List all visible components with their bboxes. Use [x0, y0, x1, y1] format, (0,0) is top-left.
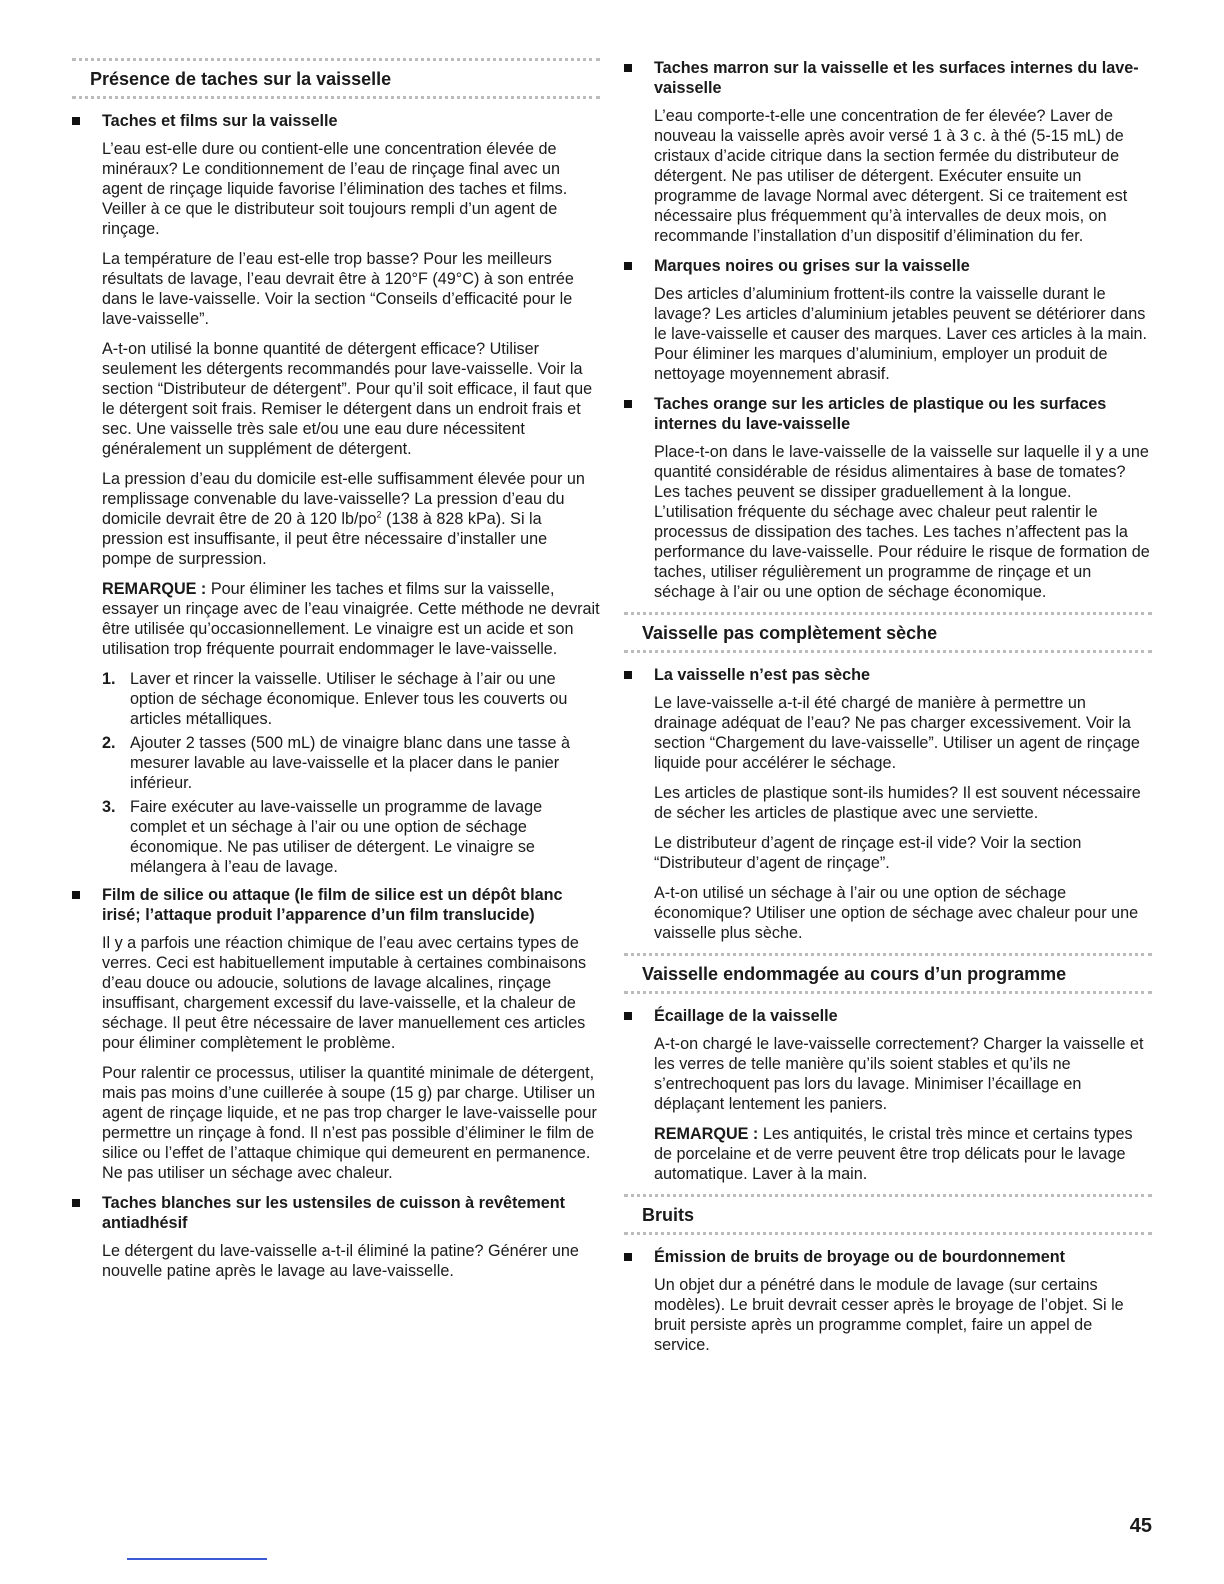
left-column: [72, 58, 600, 1291]
item-heading: Film de silice ou attaque (le film de silice est un dépôt blanc irisé; l’attaque produit l’apparence d’un film translucide): [102, 886, 563, 924]
section-title-spots: Présence de taches sur la vaisselle: [72, 58, 600, 99]
list-item: [624, 1247, 1152, 1355]
section-title-not-dry: Vaisselle pas complètement sèche: [624, 612, 1152, 653]
bullet-square-icon: [624, 1012, 632, 1020]
paragraph: A-t-on utilisé un séchage à l’air ou une option de séchage économique? Utiliser une option de séchage avec chaleur pour une vaisselle plus sèche.: [654, 884, 1139, 942]
note-label: REMARQUE :: [654, 1125, 759, 1143]
list-item: [624, 394, 1152, 602]
item-heading: La vaisselle n’est pas sèche: [654, 666, 870, 684]
footer-rule: [127, 1558, 267, 1560]
paragraph: Des articles d’aluminium frottent-ils contre la vaisselle durant le lavage? Les articles d’aluminium jetables peuvent se détériorer dans le lave-vaisselle et causer des marques. Laver ces articles à la main. Pour éliminer les marques d’aluminium, employer un produit de nettoyage moyennement abrasif.: [654, 285, 1148, 383]
note-paragraph: [102, 579, 600, 659]
step-text: Laver et rincer la vaisselle. Utiliser le séchage à l’air ou une option de séchage économique. Enlever tous les couverts ou articles métalliques.: [130, 670, 568, 728]
superscript: 2: [376, 509, 382, 520]
note-paragraph: [654, 1124, 1152, 1184]
paragraph: Place-t-on dans le lave-vaisselle de la vaisselle sur laquelle il y a une quantité considérable de résidus alimentaires à base de tomates? Les taches peuvent se dissiper graduellement à la longue. L’utilisation fréquente du séchage avec chaleur peut ralentir le processus de dissipation des taches. Les taches n’affectent pas la performance du lave-vaisselle. Pour réduire le risque de formation de taches, utiliser régulièrement un programme de rinçage et un séchage à l’air ou une option de séchage économique.: [654, 443, 1150, 601]
paragraph-text: La pression d’eau du domicile est-elle suffisamment élevée pour un remplissage convenable du lave-vaisselle? La pression d’eau du domicile devrait être de 20 à 120 lb/po: [102, 470, 585, 528]
bullet-square-icon: [624, 64, 632, 72]
item-heading: Émission de bruits de broyage ou de bourdonnement: [654, 1248, 1066, 1266]
bullet-square-icon: [624, 1253, 632, 1261]
list-item: [72, 885, 600, 1183]
paragraph: A-t-on utilisé la bonne quantité de détergent efficace? Utiliser seulement les détergents recommandés pour lave-vaisselle. Voir la section “Distributeur de détergent”. Pour qu’il soit efficace, il faut que le détergent soit frais. Remiser le détergent dans un endroit frais et sec. Une vaisselle très sale et/ou une eau dure nécessitent généralement un supplément de détergent.: [102, 340, 593, 458]
paragraph: A-t-on chargé le lave-vaisselle correctement? Charger la vaisselle et les verres de telle manière qu’ils soient stables et qu’ils ne s’entrechoquent pas lors du lavage. Minimiser l’écaillage en déplaçant lentement les paniers.: [654, 1035, 1144, 1113]
paragraph: [102, 469, 600, 569]
list-item: [72, 111, 600, 877]
paragraph: Il y a parfois une réaction chimique de l’eau avec certains types de verres. Ceci est habituellement imputable à certaines combinaisons d’eau douce ou adoucie, solutions de lavage alcalines, rinçage insuffisant, chargement excessif du lave-vaisselle, et la chaleur de séchage. Il peut être nécessaire de laver manuellement ces articles pour éliminer complètement le problème.: [102, 934, 587, 1052]
bullet-square-icon: [72, 891, 80, 899]
step-item: [102, 733, 600, 793]
list-item: [624, 1006, 1152, 1184]
step-item: [102, 669, 600, 729]
paragraph: Le lave-vaisselle a-t-il été chargé de manière à permettre un drainage adéquat de l’eau? Ne pas charger excessivement. Voir la section “Chargement du lave-vaisselle”. Utiliser un agent de rinçage liquide pour accélérer le séchage.: [654, 694, 1140, 772]
paragraph: Un objet dur a pénétré dans le module de lavage (sur certains modèles). Le bruit devrait cesser après le broyage de l’objet. Si le bruit persiste après un programme complet, faire un appel de service.: [654, 1276, 1124, 1354]
step-number: 2.: [102, 734, 116, 752]
item-heading: Taches et films sur la vaisselle: [102, 112, 338, 130]
item-heading: Taches marron sur la vaisselle et les surfaces internes du lave-vaisselle: [654, 59, 1139, 97]
paragraph: L’eau comporte-t-elle une concentration de fer élevée? Laver de nouveau la vaisselle après avoir versé 1 à 3 c. à thé (5-15 mL) de cristaux d’acide citrique dans la section fermée du distributeur de détergent. Ne pas utiliser de détergent. Exécuter ensuite un programme de lavage Normal avec détergent. Si ce traitement est nécessaire plus fréquemment qu’à intervalles de deux mois, on recommande l’installation d’un dispositif d’élimination du fer.: [654, 107, 1128, 245]
paragraph: L’eau est-elle dure ou contient-elle une concentration élevée de minéraux? Le conditionnement de l’eau de rinçage final avec un agent de rinçage liquide favorise l’élimination des taches et films. Veiller à ce que le distributeur soit toujours rempli d’un agent de rinçage.: [102, 140, 568, 238]
item-heading: Marques noires ou grises sur la vaisselle: [654, 257, 970, 275]
note-text: Les antiquités, le cristal très mince et certains types de porcelaine et de verre peuvent être trop délicats pour le lavage automatique. Laver à la main.: [654, 1125, 1133, 1183]
paragraph: Le distributeur d’agent de rinçage est-il vide? Voir la section “Distributeur d’agent de rinçage”.: [654, 834, 1082, 872]
paragraph: Le détergent du lave-vaisselle a-t-il éliminé la patine? Générer une nouvelle patine après le lavage au lave-vaisselle.: [102, 1242, 579, 1280]
paragraph: Pour ralentir ce processus, utiliser la quantité minimale de détergent, mais pas moins d’une cuillerée à soupe (15 g) par charge. Utiliser un agent de rinçage liquide, et ne pas trop charger le lave-vaisselle pour permettre un rinçage à fond. Il n’est pas possible d’éliminer le film de silice ou l’effet de l’attaque chimique qui demeurent en permanence. Ne pas utiliser un séchage avec chaleur.: [102, 1064, 597, 1182]
step-item: [102, 797, 600, 877]
list-item: [72, 1193, 600, 1281]
item-heading: Taches blanches sur les ustensiles de cuisson à revêtement antiadhésif: [102, 1194, 566, 1232]
list-item: [624, 58, 1152, 246]
note-label: REMARQUE :: [102, 580, 207, 598]
step-number: 1.: [102, 670, 116, 688]
step-text: Ajouter 2 tasses (500 mL) de vinaigre blanc dans une tasse à mesurer lavable au lave-vaisselle et la placer dans le panier inférieur.: [130, 734, 571, 792]
paragraph: La température de l’eau est-elle trop basse? Pour les meilleurs résultats de lavage, l’eau devrait être à 120°F (49°C) à son entrée dans le lave-vaisselle. Voir la section “Conseils d’efficacité pour le lave-vaisselle”.: [102, 250, 574, 328]
section-title-noises: Bruits: [624, 1194, 1152, 1235]
note-text: Pour éliminer les taches et films sur la vaisselle, essayer un rinçage avec de l’eau vinaigrée. Cette méthode ne devrait être utilisée qu’occasionnellement. Le vinaigre est un acide et son utilisation trop fréquente pourrait endommager le lave-vaisselle.: [102, 580, 600, 658]
step-text: Faire exécuter au lave-vaisselle un programme de lavage complet et un séchage à l’air ou une option de séchage économique. Ne pas utiliser de détergent. Le vinaigre se mélangera à l’eau de lavage.: [130, 798, 543, 876]
bullet-square-icon: [624, 400, 632, 408]
page-number: 45: [1129, 1515, 1152, 1537]
bullet-square-icon: [624, 671, 632, 679]
right-column: [624, 58, 1152, 1365]
step-number: 3.: [102, 798, 116, 816]
steps-list: [102, 669, 600, 877]
bullet-square-icon: [624, 262, 632, 270]
list-item: [624, 256, 1152, 384]
paragraph: Les articles de plastique sont-ils humides? Il est souvent nécessaire de sécher les articles de plastique avec une serviette.: [654, 784, 1141, 822]
section-title-damaged: Vaisselle endommagée au cours d’un programme: [624, 953, 1152, 994]
item-heading: Écaillage de la vaisselle: [654, 1007, 838, 1025]
bullet-square-icon: [72, 117, 80, 125]
paragraph-text: (138 à 828 kPa). Si la pression est insuffisante, il peut être nécessaire d’installer une pompe de surpression.: [102, 510, 548, 568]
item-heading: Taches orange sur les articles de plastique ou les surfaces internes du lave-vaisselle: [654, 395, 1107, 433]
list-item: [624, 665, 1152, 943]
bullet-square-icon: [72, 1199, 80, 1207]
